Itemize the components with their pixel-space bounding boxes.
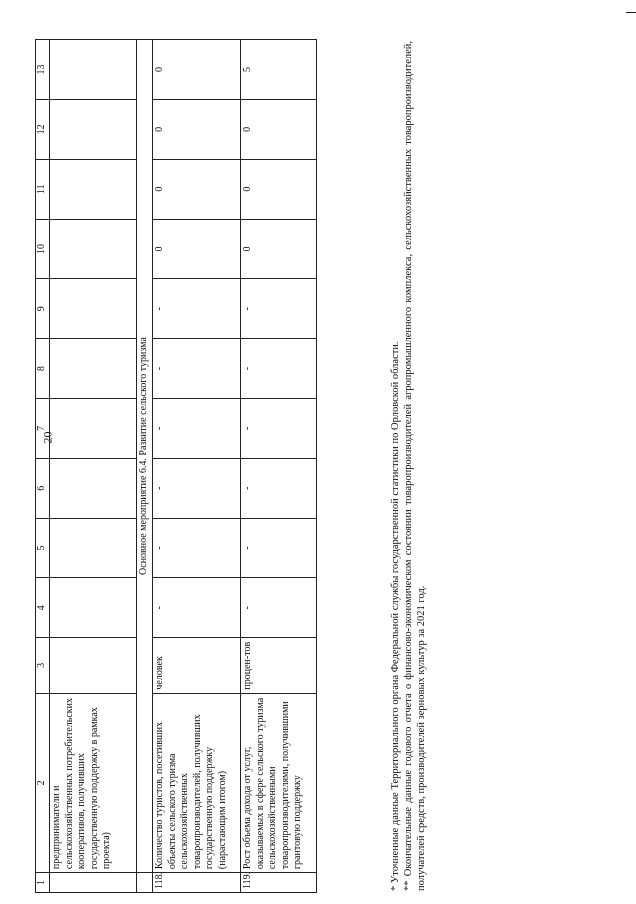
value-cell: 0 — [153, 99, 241, 159]
value-cell: - — [241, 279, 317, 339]
value-cell: - — [241, 518, 317, 578]
column-number: 4 — [36, 578, 50, 638]
continuation-row — [50, 40, 137, 893]
page-number: 20 — [40, 431, 55, 444]
value-cell: - — [153, 398, 241, 458]
value-cell: 0 — [153, 159, 241, 219]
value-cell: - — [241, 458, 317, 518]
column-number: 1 — [36, 873, 50, 893]
row-number — [50, 873, 137, 893]
value-cell: - — [153, 279, 241, 339]
indicator-table — [35, 39, 317, 893]
value-cell: - — [241, 578, 317, 638]
corner-mark — [626, 12, 636, 13]
column-number: 2 — [36, 693, 50, 872]
footnote-1: * Уточненные данные Территориального органа Федеральной службы государственной статистики по Орловской области. — [390, 341, 401, 891]
footnotes — [389, 41, 428, 891]
row-number: 118. — [153, 873, 241, 893]
value-cell: - — [153, 458, 241, 518]
row-number: 119. — [241, 873, 317, 893]
unit: процен-тов — [241, 638, 317, 693]
section-title: Основное мероприятие 6.4. Развитие сельского туризма — [137, 40, 153, 873]
value-cell: - — [153, 339, 241, 399]
value-cell: 0 — [241, 219, 317, 279]
table-row — [241, 40, 317, 893]
column-number: 8 — [36, 339, 50, 399]
rotated-page-content — [35, 13, 601, 893]
footnote-2: ** Окончательные данные годового отчета о финансово-экономическом состоянии товаропроизводителей агропромышленного комплекса, сельскохозяйственных товаропроизводителей, получателей средств, производителей зерновых культур за 2021 год. — [403, 41, 427, 891]
value-cell: 5 — [241, 40, 317, 100]
indicator-name: Количество туристов, посетивших объекты сельского туризма сельскохозяйственных товаропроизводителей, получивших государственную поддержку (нарастающим итогом) — [153, 693, 241, 872]
indicator-name: Рост объема дохода от услуг, оказываемых в сфере сельского туризма сельскохозяйственными товаропроизводителями, получившими грантовую поддержку — [241, 693, 317, 872]
value-cell: - — [153, 578, 241, 638]
section-row — [137, 40, 153, 893]
column-number-header-row — [36, 40, 50, 893]
table-row — [153, 40, 241, 893]
value-cell: 0 — [153, 40, 241, 100]
column-number: 12 — [36, 99, 50, 159]
column-number: 9 — [36, 279, 50, 339]
value-cell: - — [153, 518, 241, 578]
column-number: 7 — [36, 398, 50, 458]
value-cell: 0 — [241, 99, 317, 159]
column-number: 5 — [36, 518, 50, 578]
column-number: 3 — [36, 638, 50, 693]
column-number: 10 — [36, 219, 50, 279]
unit: человек — [153, 638, 241, 693]
column-number: 6 — [36, 458, 50, 518]
indicator-name: предприниматели и сельскохозяйственных потребительских кооперативов, получивших государственную поддержку в рамках проекта) — [50, 693, 137, 872]
column-number: 13 — [36, 40, 50, 100]
value-cell: - — [241, 339, 317, 399]
value-cell: 0 — [241, 159, 317, 219]
value-cell: - — [241, 398, 317, 458]
column-number: 11 — [36, 159, 50, 219]
value-cell: 0 — [153, 219, 241, 279]
